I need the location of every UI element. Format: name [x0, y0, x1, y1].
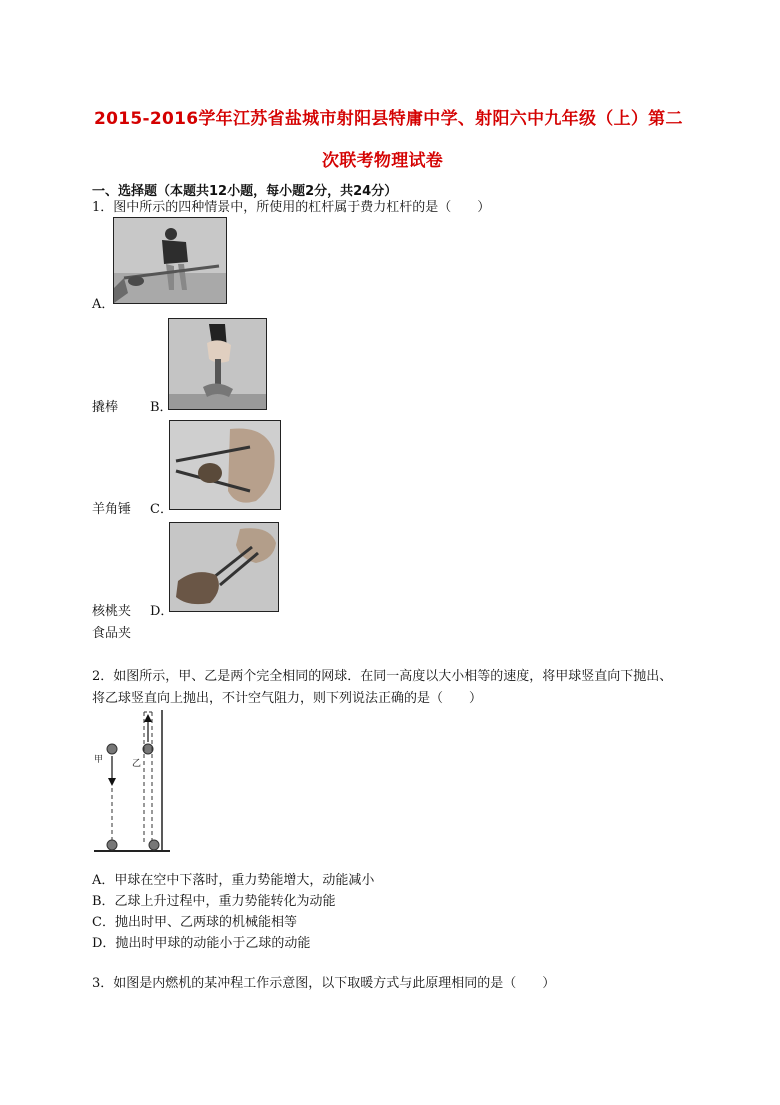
image-crowbar [113, 217, 227, 304]
ball-b-label: 乙 [132, 759, 142, 769]
option-c-label: C． [150, 502, 173, 517]
question-2-stem-line-1: 2．如图所示，甲、乙是两个完全相同的网球．在同一高度以大小相等的速度，将甲球竖直向下抛出、 [92, 669, 673, 684]
q2-option-c: C．抛出时甲、乙两球的机械能相等 [92, 915, 297, 930]
title-line-1: 2015-2016学年江苏省盐城市射阳县特庸中学、射阳六中九年级（上）第二 [94, 109, 683, 129]
option-b-prefix: 撬棒 [92, 400, 119, 415]
image-claw-hammer [168, 318, 267, 410]
q2-option-d: D．抛出时甲球的动能小于乙球的动能 [92, 936, 311, 951]
section-heading: 一、选择题（本题共12小题，每小题2分，共24分） [92, 184, 398, 199]
question-2-stem-line-2: 将乙球竖直向上抛出，不计空气阻力，则下列说法正确的是（ ） [92, 691, 483, 706]
option-d-prefix: 核桃夹 [92, 604, 132, 619]
image-nutcracker [169, 420, 281, 510]
option-b-label: B． [150, 400, 173, 415]
figure-tennis-balls [92, 708, 172, 858]
ball-b-ground [149, 840, 159, 850]
q2-option-a: A．甲球在空中下落时，重力势能增大，动能减小 [92, 873, 375, 888]
option-d-caption: 食品夹 [92, 626, 132, 641]
question-3-stem: 3．如图是内燃机的某冲程工作示意图，以下取暖方式与此原理相同的是（ ） [92, 976, 556, 991]
ball-a [107, 744, 117, 754]
ball-a-label: 甲 [94, 755, 104, 765]
question-1-stem: 1．图中所示的四种情景中，所使用的杠杆属于费力杠杆的是（ ） [92, 200, 491, 215]
option-d-label: D． [150, 604, 174, 619]
title-line-2: 次联考物理试卷 [322, 151, 444, 171]
q2-option-b: B．乙球上升过程中，重力势能转化为动能 [92, 894, 336, 909]
image-food-tongs [169, 522, 279, 612]
option-c-prefix: 羊角锤 [92, 502, 132, 517]
ball-a-ground [107, 840, 117, 850]
option-a-label: A． [92, 297, 115, 312]
